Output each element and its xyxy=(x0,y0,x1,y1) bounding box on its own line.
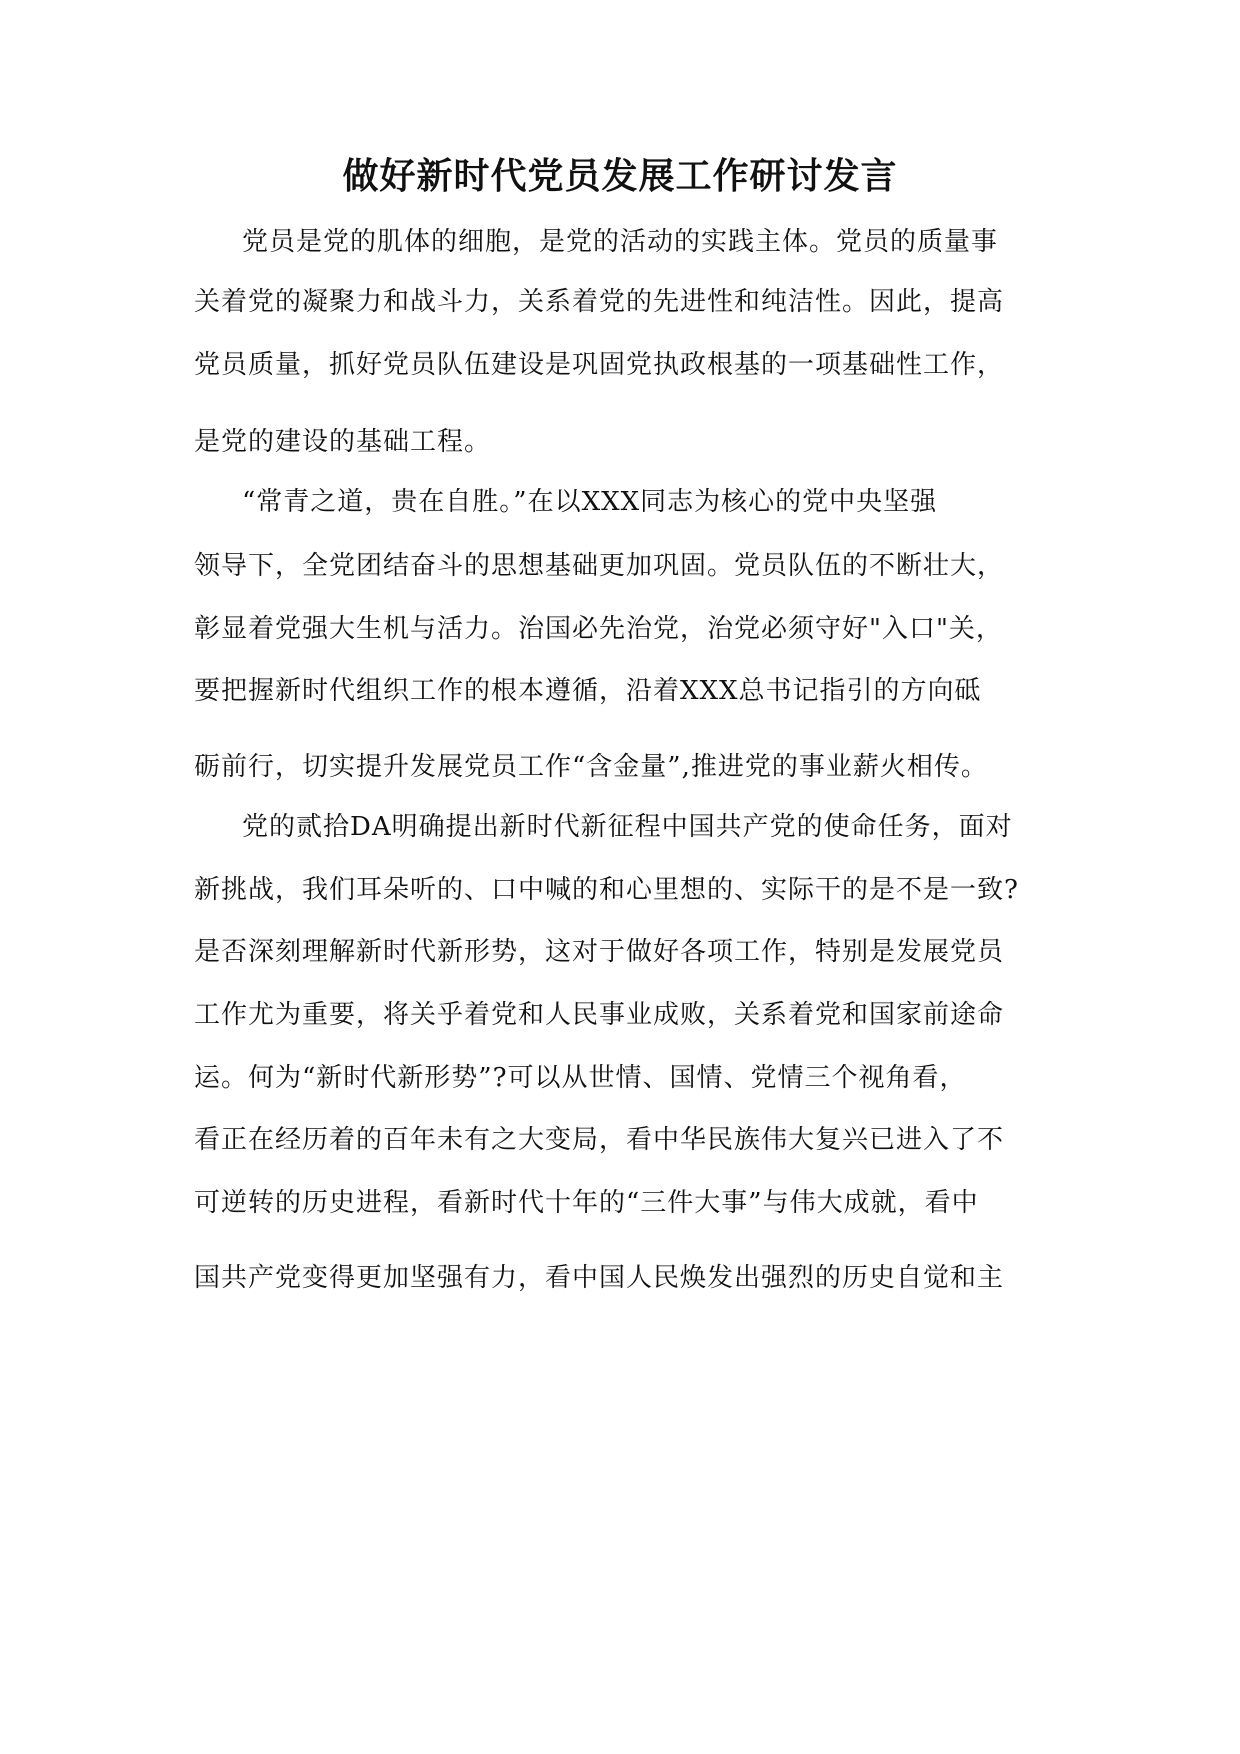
paragraph-line: 领导下，全党团结奋斗的思想基础更加巩固。党员队伍的不断壮大， xyxy=(194,551,1005,581)
paragraph-line: 看正在经历着的百年未有之大变局，看中华民族伟大复兴已进入了不 xyxy=(194,1125,1005,1155)
paragraph-line: 是党的建设的基础工程。 xyxy=(194,427,492,457)
document-title: 做好新时代党员发展工作研讨发言 xyxy=(342,155,898,197)
paragraph-line: 国共产党变得更加坚强有力，看中国人民焕发出强烈的历史自觉和主 xyxy=(194,1263,1005,1293)
paragraph-line: 工作尤为重要，将关乎着党和人民事业成败，关系着党和国家前途命 xyxy=(194,1000,1005,1030)
paragraph-line: 新挑战，我们耳朵听的、口中喊的和心里想的、实际干的是不是一致? xyxy=(194,875,1019,905)
paragraph-line: 运。何为“新时代新形势”?可以从世情、国情、党情三个视角看， xyxy=(194,1063,967,1093)
paragraph-line: 可逆转的历史进程，看新时代十年的“三件大事”与伟大成就，看中 xyxy=(194,1188,979,1218)
paragraph-line: 要把握新时代组织工作的根本遵循，沿着XXX总书记指引的方向砥 xyxy=(194,676,982,706)
paragraph-line: 党员质量，抓好党员队伍建设是巩固党执政根基的一项基础性工作， xyxy=(194,350,1005,380)
paragraph-line: “常青之道，贵在自胜。”在以XXX同志为核心的党中央坚强 xyxy=(242,487,938,517)
paragraph-line: 是否深刻理解新时代新形势，这对于做好各项工作，特别是发展党员 xyxy=(194,937,1005,967)
paragraph-line: 砺前行，切实提升发展党员工作“含金量”,推进党的事业薪火相传。 xyxy=(194,752,988,782)
paragraph-line: 党员是党的肌体的细胞，是党的活动的实践主体。党员的质量事 xyxy=(242,227,999,257)
paragraph-line: 彰显着党强大生机与活力。治国必先治党，治党必须守好"入口"关， xyxy=(194,614,1003,644)
paragraph-line: 关着党的凝聚力和战斗力，关系着党的先进性和纯洁性。因此，提高 xyxy=(194,287,1005,317)
paragraph-line: 党的贰拾DA明确提出新时代新征程中国共产党的使命任务，面对 xyxy=(242,812,1013,842)
